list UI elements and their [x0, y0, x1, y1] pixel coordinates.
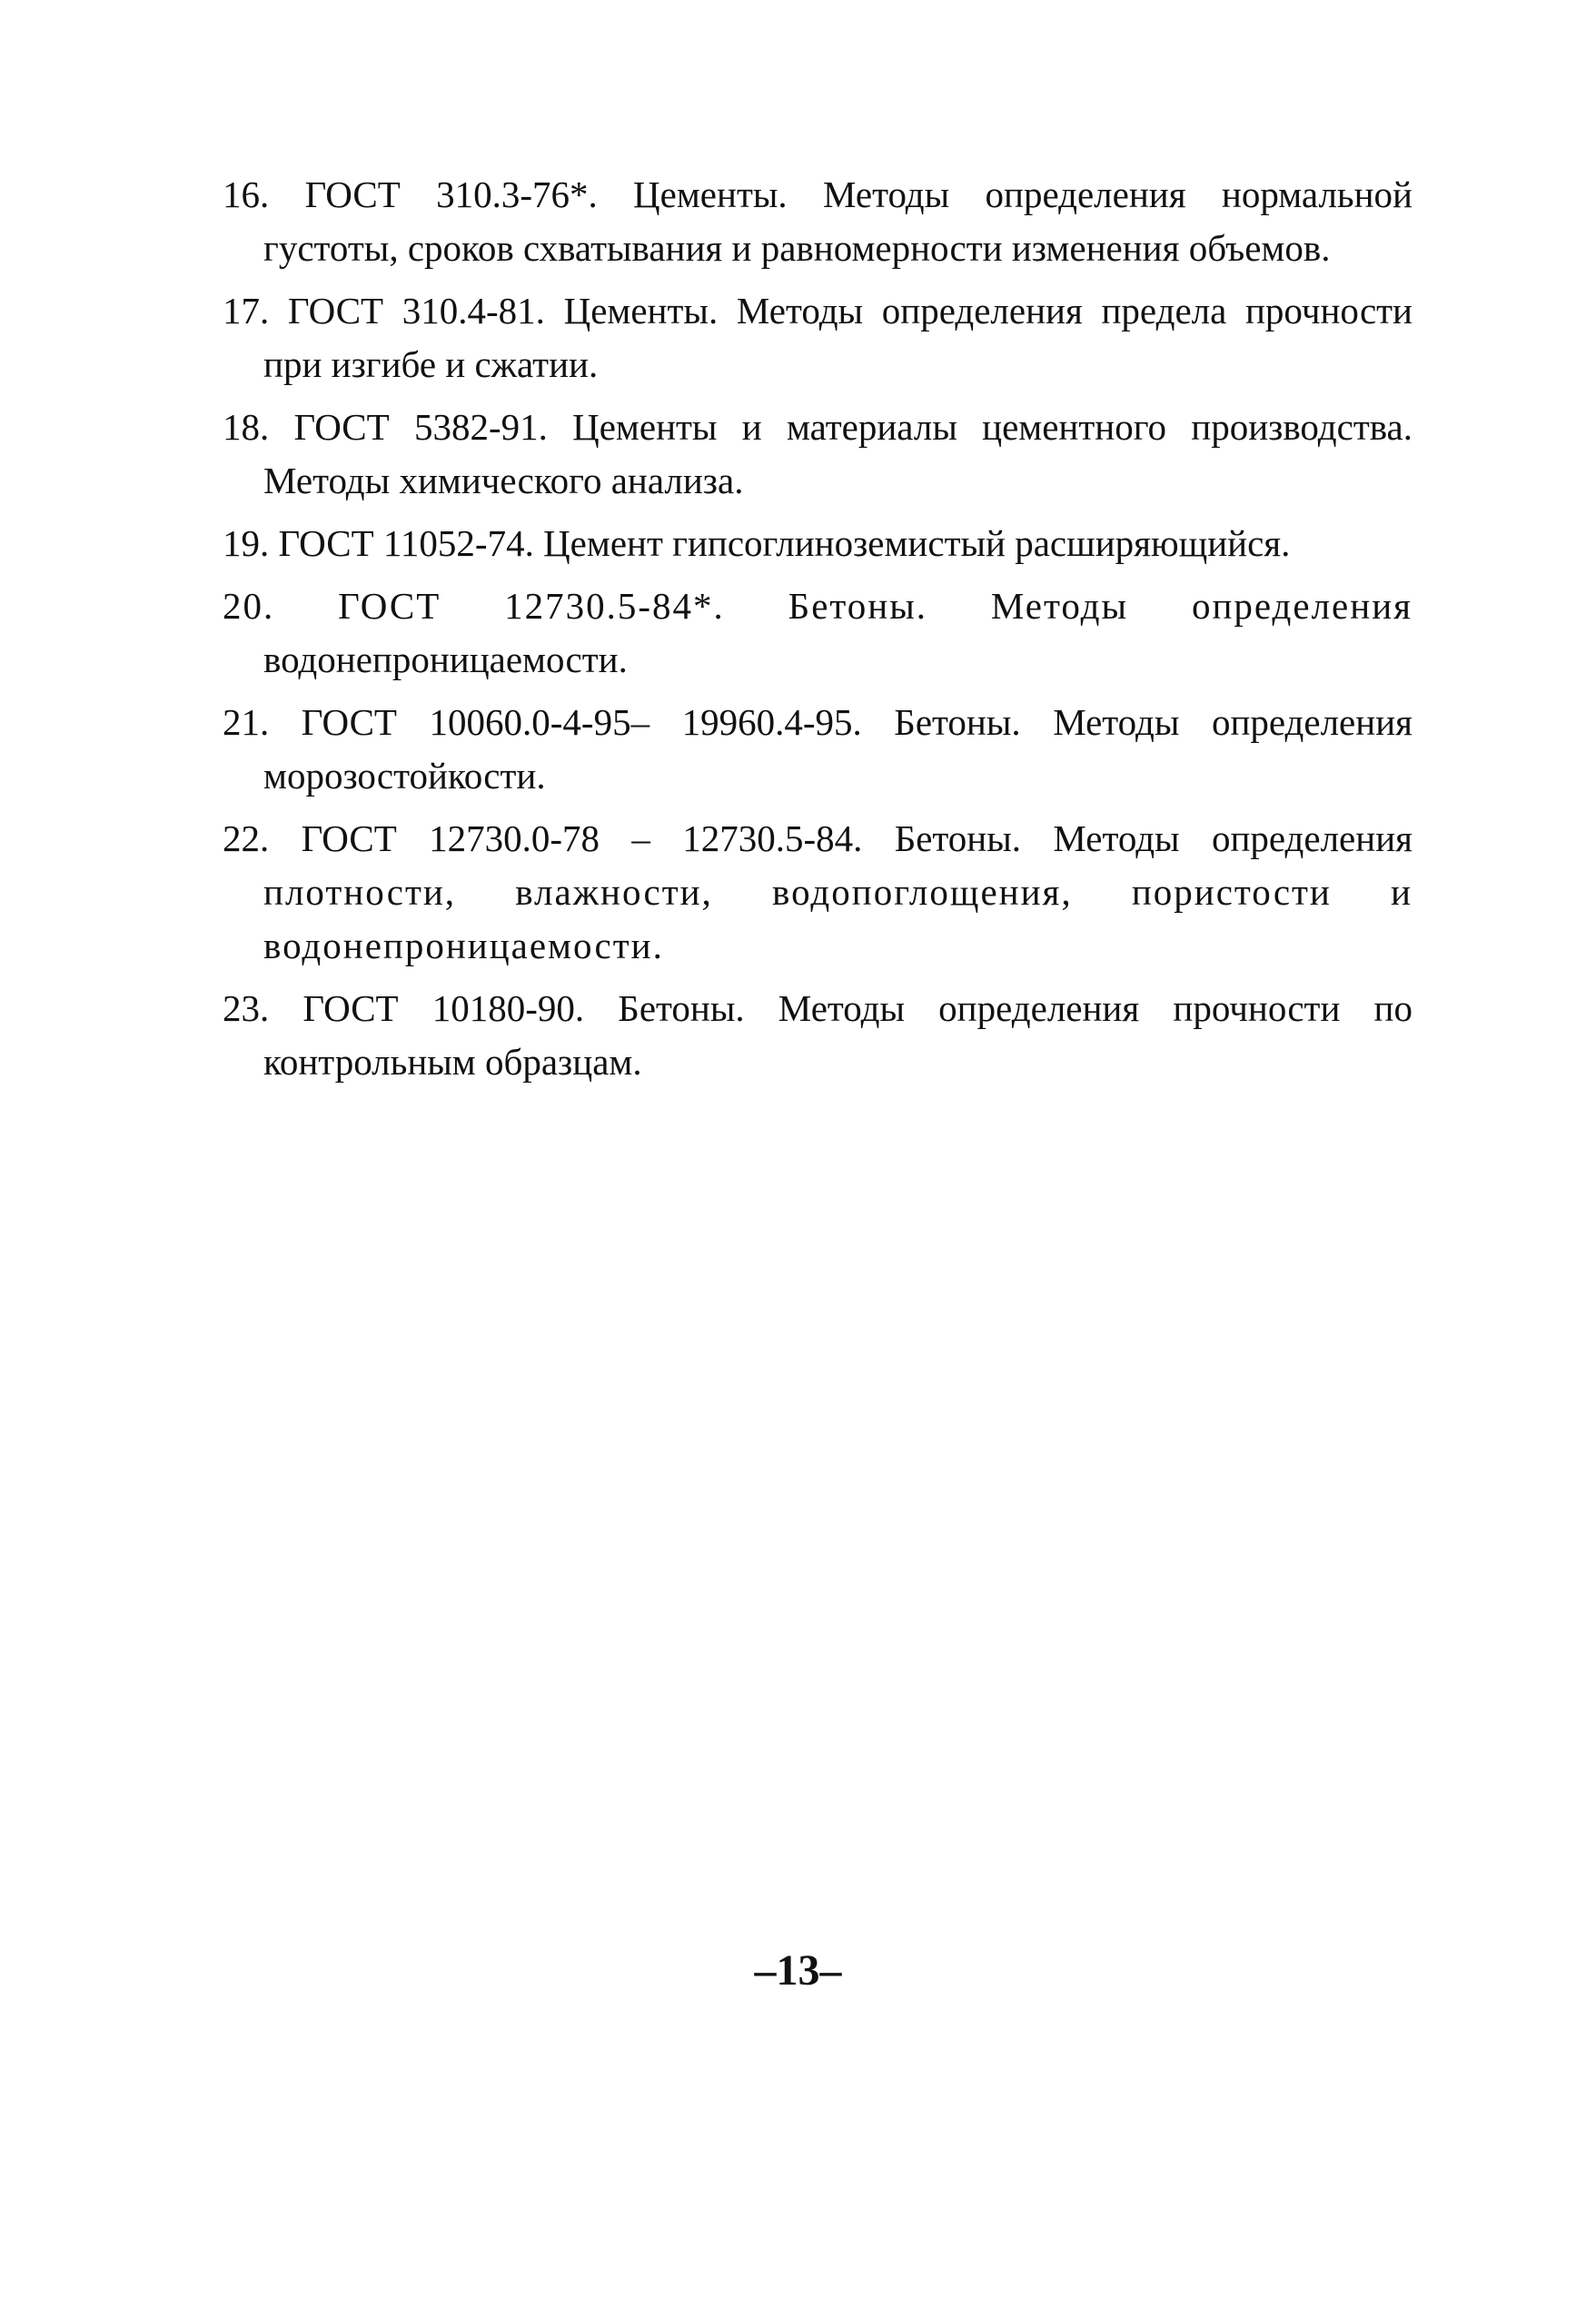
reference-title-start: ГОСТ 12730.5-84*. Бетоны. Методы определения	[338, 585, 1413, 627]
reference-first-line	[150, 579, 1413, 633]
reference-number: 21.	[223, 701, 270, 743]
reference-continuation: морозостойкости.	[263, 755, 546, 797]
reference-title-start: ГОСТ 10180-90. Бетоны. Методы определения прочности по	[302, 987, 1413, 1029]
reference-item-16	[150, 168, 1413, 275]
reference-first-line	[150, 284, 1413, 338]
reference-item-22	[150, 812, 1413, 973]
reference-number: 23.	[223, 987, 270, 1029]
reference-number: 17.	[223, 290, 270, 332]
reference-number: 18.	[223, 406, 270, 448]
reference-item-21	[150, 696, 1413, 803]
reference-first-line	[150, 168, 1413, 222]
reference-number: 22.	[223, 817, 270, 859]
reference-item-20	[150, 579, 1413, 687]
reference-continuation: при изгибе и сжатии.	[263, 343, 599, 385]
reference-continuation: контрольным образцам.	[263, 1041, 642, 1083]
reference-continuation: плотности, влажности, водопоглощения, пористости и водонепроницаемости.	[263, 871, 1413, 966]
reference-continuation: густоты, сроков схватывания и равномерности изменения объемов.	[263, 227, 1331, 269]
reference-title-start: ГОСТ 5382-91. Цементы и материалы цементного производства.	[293, 406, 1413, 448]
reference-title-start: ГОСТ 11052-74. Цемент гипсоглиноземистый расширяющийся.	[278, 522, 1291, 564]
reference-first-line	[150, 812, 1413, 866]
reference-item-23	[150, 982, 1413, 1089]
reference-first-line	[150, 982, 1413, 1035]
reference-first-line	[150, 517, 1413, 570]
reference-title-start: ГОСТ 310.4-81. Цементы. Методы определения предела прочности	[287, 290, 1413, 332]
reference-continuation: водонепроницаемости.	[263, 639, 628, 680]
reference-continuation: Методы химического анализа.	[263, 460, 744, 501]
reference-item-17	[150, 284, 1413, 391]
reference-first-line	[150, 696, 1413, 749]
reference-title-start: ГОСТ 310.3-76*. Цементы. Методы определения нормальной	[304, 173, 1413, 215]
reference-item-18	[150, 401, 1413, 508]
reference-number: 19.	[223, 522, 270, 564]
reference-title-start: ГОСТ 10060.0-4-95– 19960.4-95. Бетоны. Методы определения	[301, 701, 1413, 743]
reference-item-19	[150, 517, 1413, 570]
reference-number: 16.	[223, 173, 270, 215]
reference-list	[150, 168, 1413, 1098]
reference-title-start: ГОСТ 12730.0-78 – 12730.5-84. Бетоны. Методы определения	[301, 817, 1413, 859]
reference-number: 20.	[223, 585, 275, 627]
reference-first-line	[150, 401, 1413, 454]
page-number: –13–	[754, 1946, 842, 1995]
